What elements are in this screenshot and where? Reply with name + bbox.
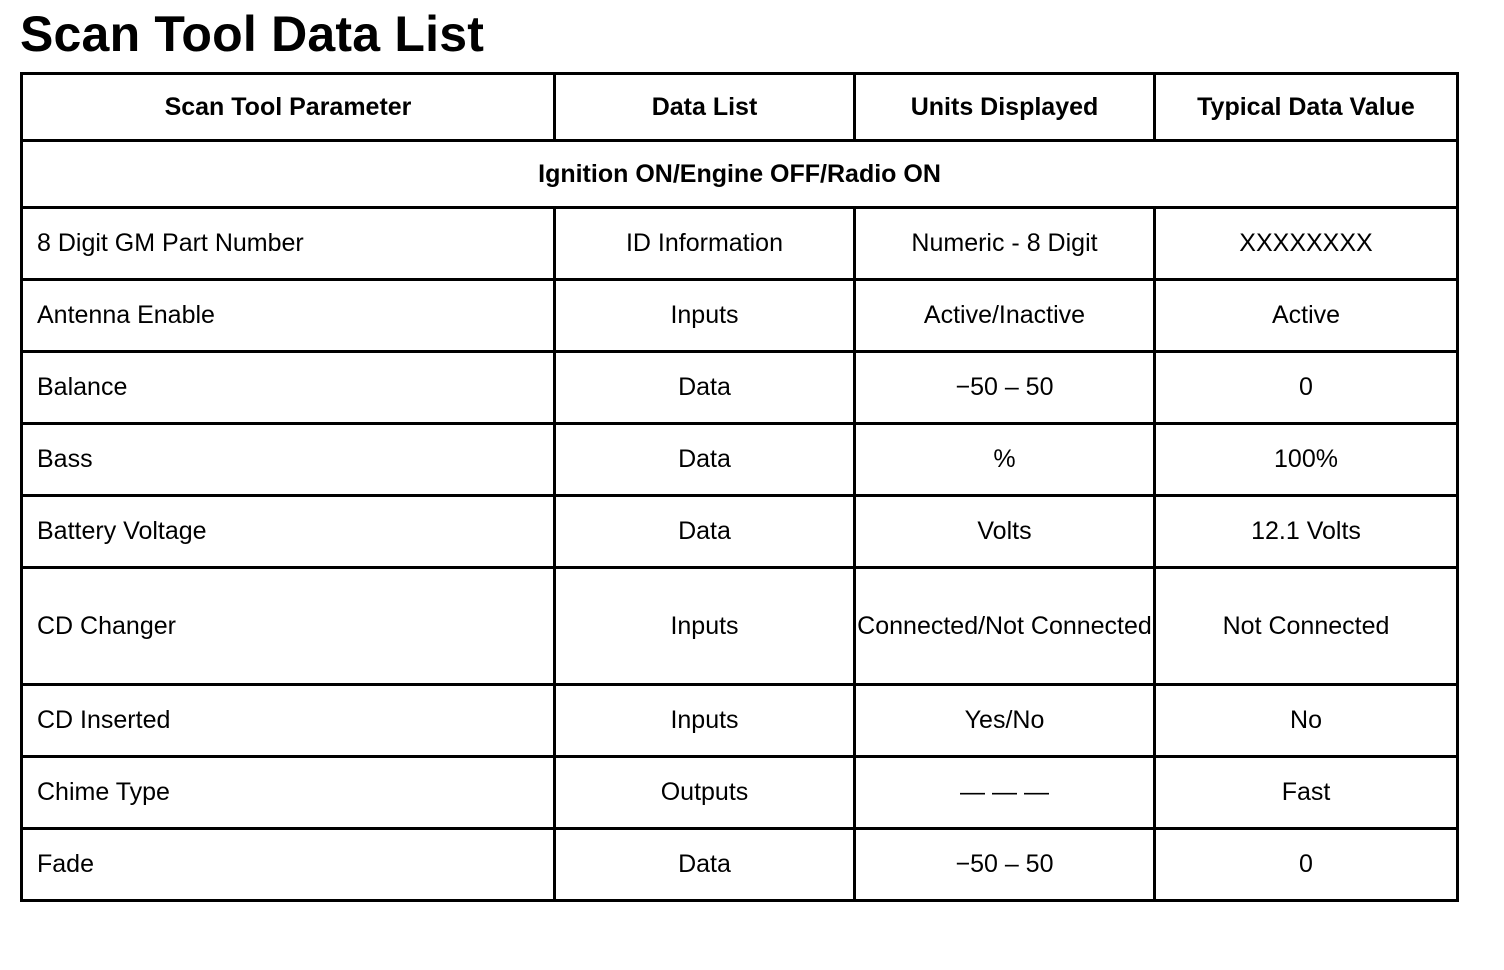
- cell-typical-value: 12.1 Volts: [1155, 496, 1458, 568]
- cell-parameter: Balance: [22, 352, 555, 424]
- table-row: [22, 757, 1458, 829]
- scan-tool-data-table: [20, 72, 1459, 902]
- cell-typical-value: No: [1155, 685, 1458, 757]
- cell-parameter: Fade: [22, 829, 555, 901]
- cell-parameter: Bass: [22, 424, 555, 496]
- column-header-data-list: Data List: [555, 74, 855, 141]
- cell-typical-value: Not Connected: [1155, 568, 1458, 685]
- cell-parameter: CD Changer: [22, 568, 555, 685]
- table-row: [22, 496, 1458, 568]
- table-row: [22, 685, 1458, 757]
- cell-typical-value: 100%: [1155, 424, 1458, 496]
- cell-data-list: Data: [555, 829, 855, 901]
- cell-parameter: CD Inserted: [22, 685, 555, 757]
- cell-data-list: Inputs: [555, 280, 855, 352]
- cell-units: %: [855, 424, 1155, 496]
- column-header-units: Units Displayed: [855, 74, 1155, 141]
- cell-parameter: Antenna Enable: [22, 280, 555, 352]
- cell-data-list: Inputs: [555, 685, 855, 757]
- cell-units: — — —: [855, 757, 1155, 829]
- cell-typical-value: 0: [1155, 829, 1458, 901]
- cell-data-list: ID Information: [555, 208, 855, 280]
- cell-units: Numeric - 8 Digit: [855, 208, 1155, 280]
- table-row: [22, 208, 1458, 280]
- section-heading: Ignition ON/Engine OFF/Radio ON: [22, 141, 1458, 208]
- cell-typical-value: XXXXXXXX: [1155, 208, 1458, 280]
- column-header-parameter: Scan Tool Parameter: [22, 74, 555, 141]
- cell-units: Connected/Not Connected: [855, 568, 1155, 685]
- cell-data-list: Outputs: [555, 757, 855, 829]
- cell-typical-value: Active: [1155, 280, 1458, 352]
- cell-typical-value: 0: [1155, 352, 1458, 424]
- table-row: [22, 424, 1458, 496]
- cell-data-list: Data: [555, 496, 855, 568]
- cell-data-list: Inputs: [555, 568, 855, 685]
- cell-units: Volts: [855, 496, 1155, 568]
- table-row: [22, 829, 1458, 901]
- section-row: [22, 141, 1458, 208]
- cell-parameter: 8 Digit GM Part Number: [22, 208, 555, 280]
- cell-units: Active/Inactive: [855, 280, 1155, 352]
- table-row: [22, 352, 1458, 424]
- cell-units: −50 – 50: [855, 352, 1155, 424]
- cell-parameter: Battery Voltage: [22, 496, 555, 568]
- page-title: Scan Tool Data List: [20, 6, 485, 62]
- cell-units: −50 – 50: [855, 829, 1155, 901]
- column-header-typical-value: Typical Data Value: [1155, 74, 1458, 141]
- table-row: [22, 280, 1458, 352]
- cell-data-list: Data: [555, 352, 855, 424]
- cell-data-list: Data: [555, 424, 855, 496]
- cell-units: Yes/No: [855, 685, 1155, 757]
- cell-parameter: Chime Type: [22, 757, 555, 829]
- table-header-row: [22, 74, 1458, 141]
- cell-typical-value: Fast: [1155, 757, 1458, 829]
- table-row: [22, 568, 1458, 685]
